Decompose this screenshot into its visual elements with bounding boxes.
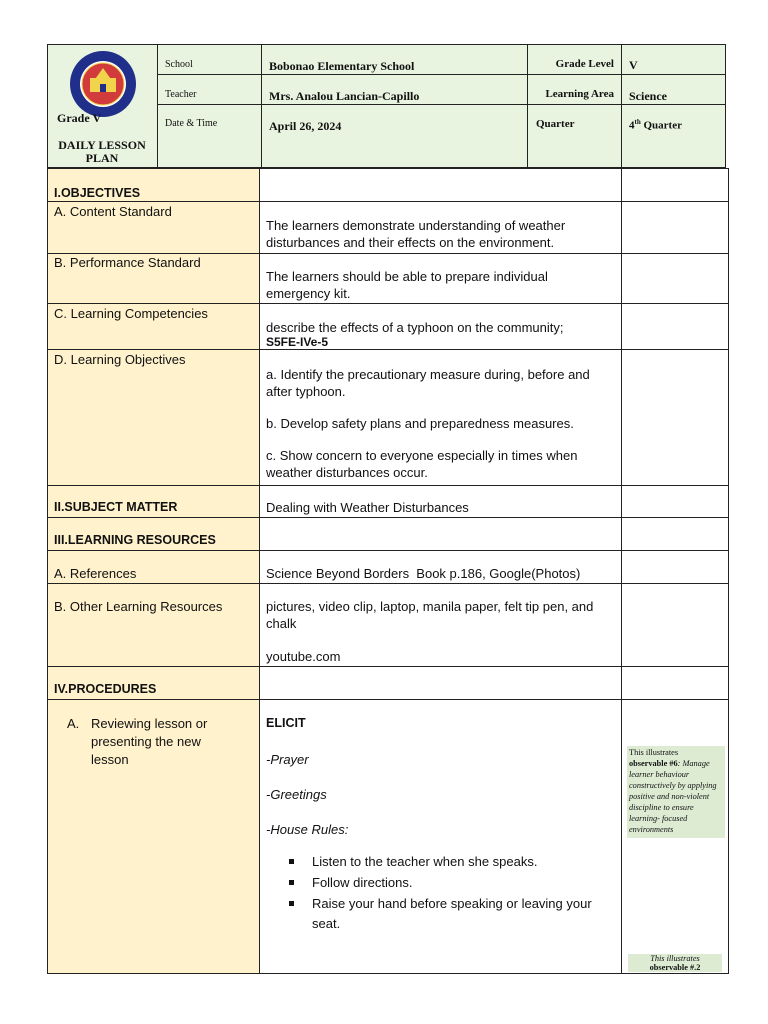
content-standard-text: The learners demonstrate understanding of weather disturbances and their effects on the environment. xyxy=(266,218,566,250)
school-value-cell xyxy=(261,44,528,75)
school-label: School xyxy=(165,59,193,70)
resources-heading-right xyxy=(621,517,729,551)
competencies-right xyxy=(621,303,729,350)
quarter-label-cell xyxy=(527,104,622,168)
list-item: Raise your hand before speaking or leaving your seat. xyxy=(266,894,606,934)
house-rules-item: -House Rules: xyxy=(266,822,349,837)
learning-objectives-label-cell xyxy=(47,349,260,486)
step-a-label-cell xyxy=(47,699,260,974)
grade-level-label: Grade Level xyxy=(555,58,614,70)
observable-2-note: This illustrates observable #.2 xyxy=(628,954,722,972)
content-standard-right xyxy=(621,201,729,254)
greetings-item: -Greetings xyxy=(266,787,327,802)
step-a-right-cell xyxy=(621,699,729,974)
step-a-content-cell xyxy=(259,699,622,974)
performance-standard-label-cell xyxy=(47,253,260,304)
learning-area-label-cell xyxy=(527,74,622,105)
teacher-label: Teacher xyxy=(165,89,197,100)
other-resources-label: B. Other Learning Resources xyxy=(54,599,223,614)
resources-heading-cell xyxy=(47,517,260,551)
list-item: Follow directions. xyxy=(266,873,606,893)
content-standard-label: A. Content Standard xyxy=(54,204,172,219)
subject-matter-value-cell xyxy=(259,485,622,518)
objectives-heading-right xyxy=(621,168,729,202)
learning-objectives-right xyxy=(621,349,729,486)
learning-area-value-cell xyxy=(621,74,726,105)
procedures-heading: IV.PROCEDURES xyxy=(54,682,157,696)
subject-matter-label-cell xyxy=(47,485,260,518)
content-standard-label-cell xyxy=(47,201,260,254)
references-label-cell xyxy=(47,550,260,584)
other-resources-value: pictures, video clip, laptop, manila paper, felt tip pen, and chalk xyxy=(266,599,594,631)
quarter-value-cell xyxy=(621,104,726,168)
step-a-label: Reviewing lesson or presenting the new lesson xyxy=(91,716,208,767)
grade-level-value: V xyxy=(629,58,638,72)
objective-b: b. Develop safety plans and preparedness measures. xyxy=(266,416,574,431)
learning-area-value: Science xyxy=(629,89,667,103)
subject-matter-value: Dealing with Weather Disturbances xyxy=(266,500,469,515)
observable-6-note: This illustrates observable #6: Manage learner behaviour constructively by applying positive and non-violent discipline to ensure learning- focused environments xyxy=(627,746,725,838)
resources-heading: III.LEARNING RESOURCES xyxy=(54,533,216,547)
competencies-label: C. Learning Competencies xyxy=(54,306,208,321)
procedures-heading-cell xyxy=(47,666,260,700)
references-value: Science Beyond Borders Book p.186, Google(Photos) xyxy=(266,566,581,581)
objective-a: a. Identify the precautionary measure during, before and after typhoon. xyxy=(266,367,590,399)
school-label-cell xyxy=(157,44,262,75)
date-value-cell xyxy=(261,104,528,168)
competencies-label-cell xyxy=(47,303,260,350)
learning-area-label: Learning Area xyxy=(545,88,614,100)
other-resources-right xyxy=(621,583,729,667)
learning-objectives-value-cell xyxy=(259,349,622,486)
subject-matter-heading: II.SUBJECT MATTER xyxy=(54,500,178,514)
grade-label: Grade V xyxy=(57,111,102,125)
list-item: Listen to the teacher when she speaks. xyxy=(266,852,606,872)
header-logo-cell xyxy=(47,44,158,168)
performance-standard-label: B. Performance Standard xyxy=(54,255,201,270)
date-label-cell xyxy=(157,104,262,168)
school-value: Bobonao Elementary School xyxy=(269,59,415,73)
procedures-heading-right xyxy=(621,666,729,700)
plan-title: DAILY LESSON PLAN xyxy=(58,138,146,165)
date-label: Date & Time xyxy=(165,118,218,129)
performance-standard-value-cell xyxy=(259,253,622,304)
procedures-heading-mid xyxy=(259,666,622,700)
grade-level-value-cell xyxy=(621,44,726,75)
elicit-heading: ELICIT xyxy=(266,716,306,730)
references-right xyxy=(621,550,729,584)
resources-heading-mid xyxy=(259,517,622,551)
objectives-heading-mid xyxy=(259,168,622,202)
house-rules-list xyxy=(266,852,606,934)
references-label: A. References xyxy=(54,566,137,581)
learning-objectives-label: D. Learning Objectives xyxy=(54,352,186,367)
subject-matter-right xyxy=(621,485,729,518)
performance-standard-text: The learners should be able to prepare individual emergency kit. xyxy=(266,269,548,301)
teacher-value: Mrs. Analou Lancian-Capillo xyxy=(269,89,420,103)
other-resources-label-cell xyxy=(47,583,260,667)
teacher-value-cell xyxy=(261,74,528,105)
date-value: April 26, 2024 xyxy=(269,119,342,133)
objectives-heading: I.OBJECTIVES xyxy=(54,186,141,200)
other-resources-value-cell xyxy=(259,583,622,667)
references-value-cell xyxy=(259,550,622,584)
objectives-heading-cell xyxy=(47,168,260,202)
grade-level-label-cell xyxy=(527,44,622,75)
competencies-value-cell xyxy=(259,303,622,350)
content-standard-value-cell xyxy=(259,201,622,254)
quarter-label: Quarter xyxy=(536,118,575,130)
teacher-label-cell xyxy=(157,74,262,105)
step-a-letter: A. xyxy=(67,716,80,731)
performance-standard-right xyxy=(621,253,729,304)
competencies-text: describe the effects of a typhoon on the community; xyxy=(266,320,564,335)
prayer-item: -Prayer xyxy=(266,752,309,767)
quarter-value: 4th Quarter xyxy=(629,118,682,132)
competencies-code: S5FE-IVe-5 xyxy=(266,335,329,349)
objective-c: c. Show concern to everyone especially in times when weather disturbances occur. xyxy=(266,448,578,480)
other-resources-link: youtube.com xyxy=(266,649,341,664)
deped-seal-icon xyxy=(69,50,137,118)
